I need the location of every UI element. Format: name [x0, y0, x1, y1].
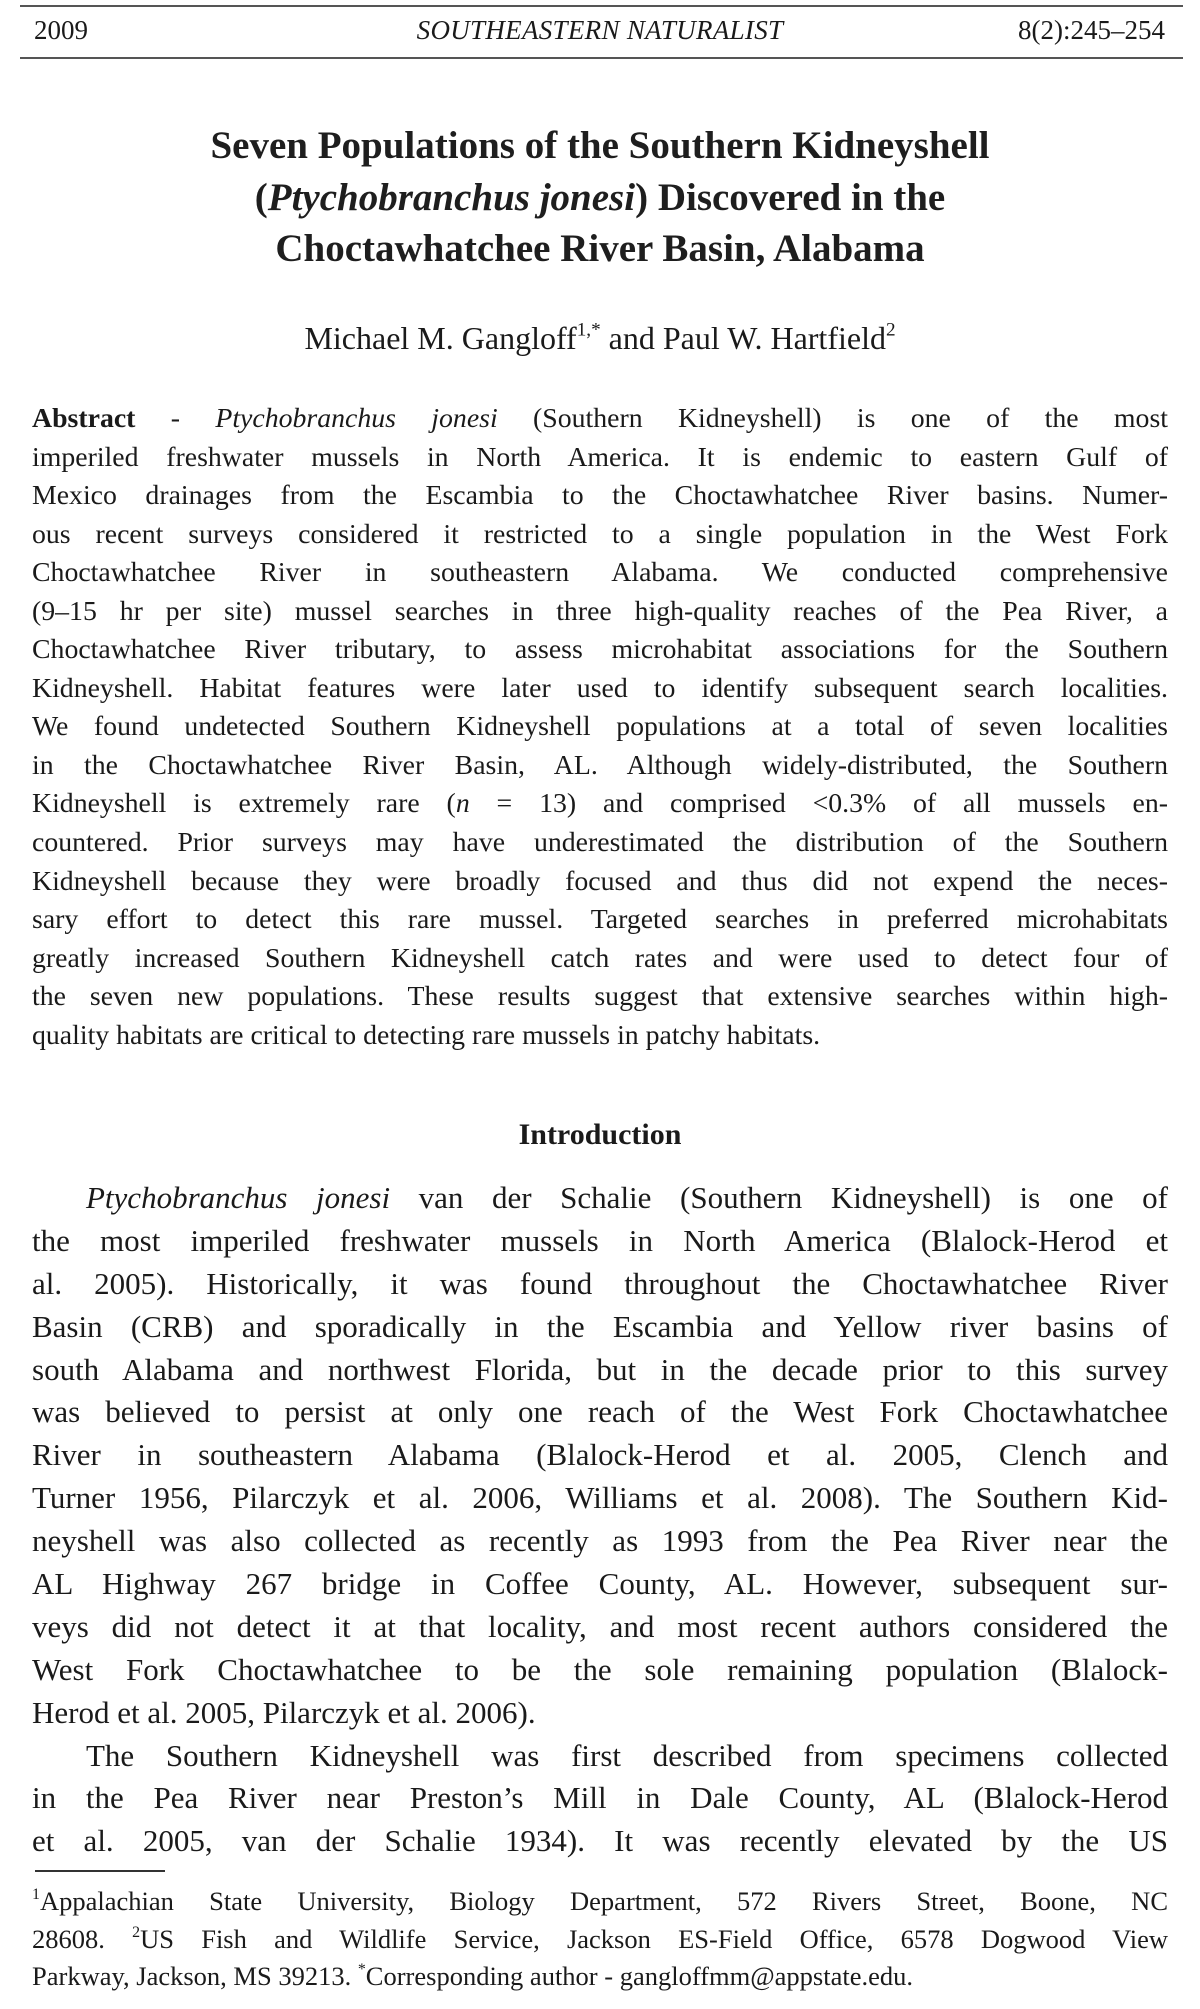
abstract-line: sary effort to detect this rare mussel. Targeted searches in preferred microhabitats — [32, 904, 1168, 936]
abstract-line: We found undetected Southern Kidneyshell populations at a total of seven localities — [32, 711, 1168, 743]
abstract-line — [32, 785, 1168, 824]
abstract-line — [32, 400, 1168, 439]
footnote-marker-1: 1 — [32, 1885, 40, 1903]
affiliation-1-zip: 28608. — [32, 1923, 133, 1954]
footnote-marker-2: 2 — [132, 1923, 141, 1941]
affiliation-2-end: Parkway, Jackson, MS 39213. — [32, 1961, 358, 1991]
intro-line: West Fork Choctawhatchee to be the sole remaining population (Blalock- — [32, 1651, 1168, 1687]
header-bottom-rule — [20, 57, 1183, 59]
abstract-line: countered. Prior surveys may have underestimated the distribution of the Southern — [32, 827, 1168, 859]
affiliation-1: Appalachian State University, Biology Department, 572 Rivers Street, Boone, NC — [39, 1886, 1168, 1916]
intro-line: The Southern Kidneyshell was first described from specimens collected — [86, 1737, 1168, 1773]
intro-line: Turner 1956, Pilarczyk et al. 2006, Williams et al. 2008). The Southern Kid- — [32, 1480, 1168, 1516]
section-heading-introduction: Introduction — [518, 1118, 682, 1151]
intro-line: neyshell was also collected as recently as 1993 from the Pea River near the — [32, 1523, 1168, 1559]
abstract-line: Mexico drainages from the Escambia to the Choctawhatchee River basins. Numer- — [32, 480, 1168, 512]
intro-line: AL Highway 267 bridge in Coffee County, AL. However, subsequent sur- — [32, 1566, 1168, 1602]
intro-species: Ptychobranchus jonesi — [86, 1180, 391, 1215]
author-1: Michael M. Gangloff — [304, 320, 577, 356]
abstract-line: greatly increased Southern Kidneyshell catch rates and were used to detect four of — [32, 942, 1168, 974]
sample-size-symbol: n — [455, 788, 470, 820]
abstract — [32, 400, 1168, 1055]
intro-line: al. 2005). Historically, it was found throughout the Choctawhatchee River — [32, 1265, 1168, 1301]
abstract-line: the seven new populations. These results suggest that extensive searches within high- — [32, 981, 1168, 1013]
abstract-line: Choctawhatchee River tributary, to assess microhabitat associations for the Southern — [32, 634, 1168, 666]
intro-line: Herod et al. 2005, Pilarczyk et al. 2006). — [32, 1694, 536, 1730]
footnote-line — [32, 1958, 1168, 1996]
abstract-line-text: = 13) and comprised <0.3% of all mussels en- — [469, 788, 1168, 820]
intro-line: veys did not detect it at that locality, and most recent authors considered the — [32, 1608, 1168, 1644]
intro-line: the most imperiled freshwater mussels in North America (Blalock-Herod et — [32, 1222, 1168, 1258]
author-1-affiliation: 1,* — [576, 319, 601, 341]
abstract-label: Abstract — [32, 403, 136, 434]
title-line-3: Choctawhatchee River Basin, Alabama — [275, 227, 925, 270]
abstract-line: Kidneyshell because they were broadly focused and thus did not expend the neces- — [32, 865, 1168, 897]
title-line-2-rest: ) Discovered in the — [635, 175, 946, 219]
abstract-line-text: Kidneyshell is extremely rare ( — [32, 788, 456, 820]
introduction-body — [32, 1177, 1168, 1863]
abstract-line: Kidneyshell. Habitat features were later used to identify subsequent search localities. — [32, 672, 1168, 704]
intro-line: south Alabama and northwest Florida, but in the decade prior to this survey — [32, 1351, 1168, 1387]
intro-line: Basin (CRB) and sporadically in the Escambia and Yellow river basins of — [32, 1308, 1168, 1344]
paper-title — [0, 120, 1200, 275]
intro-line — [32, 1177, 1168, 1220]
footnote-line — [32, 1921, 1168, 1959]
authors — [0, 316, 1200, 360]
footnotes — [32, 1883, 1168, 1996]
header-top-rule — [20, 5, 1183, 7]
abstract-line: ous recent surveys considered it restricted to a single population in the West Fork — [32, 518, 1168, 550]
title-species-name: Ptychobranchus jonesi — [267, 175, 636, 219]
author-2-affiliation: 2 — [885, 319, 896, 341]
intro-line: in the Pea River near Preston’s Mill in Dale County, AL (Blalock-Herod — [32, 1780, 1168, 1816]
journal-name: SOUTHEASTERN NATURALIST — [416, 15, 784, 45]
intro-line-text: van der Schalie (Southern Kidneyshell) is one of — [390, 1180, 1168, 1215]
abstract-line: (9–15 hr per site) mussel searches in three high-quality reaches of the Pea River, a — [32, 595, 1168, 627]
affiliation-2: US Fish and Wildlife Service, Jackson ES-Field Office, 6578 Dogwood View — [140, 1923, 1168, 1954]
title-line-2 — [0, 172, 1200, 224]
abstract-line: Choctawhatchee River in southeastern Alabama. We conducted comprehensive — [32, 557, 1168, 589]
footnote-separator — [35, 1870, 165, 1872]
title-line-1: Seven Populations of the Southern Kidneyshell — [210, 124, 990, 167]
abstract-line: in the Choctawhatchee River Basin, AL. Although widely-distributed, the Southern — [32, 749, 1168, 781]
corresponding-author: Corresponding author - gangloffmm@appstate.edu. — [365, 1961, 913, 1991]
intro-line: was believed to persist at only one reach of the West Fork Choctawhatchee — [32, 1394, 1168, 1430]
abstract-line: imperiled freshwater mussels in North America. It is endemic to eastern Gulf of — [32, 441, 1168, 473]
footnote-marker-corresponding: * — [357, 1960, 366, 1978]
intro-line: River in southeastern Alabama (Blalock-Herod et al. 2005, Clench and — [32, 1437, 1168, 1473]
title-paren-open: ( — [254, 175, 268, 219]
abstract-line: quality habitats are critical to detecting rare mussels in patchy habitats. — [32, 1019, 821, 1051]
intro-line: et al. 2005, van der Schalie 1934). It was recently elevated by the US — [32, 1823, 1168, 1859]
publication-year: 2009 — [34, 15, 88, 45]
abstract-line-text: (Southern Kidneyshell) is one of the most — [497, 403, 1168, 434]
footnote-line — [32, 1883, 1168, 1921]
abstract-dash: - — [135, 403, 216, 434]
volume-pages: 8(2):245–254 — [1018, 15, 1165, 45]
author-2: Paul W. Hartfield — [662, 320, 886, 356]
author-connector: and — [600, 320, 663, 356]
abstract-species: Ptychobranchus jonesi — [215, 403, 498, 434]
